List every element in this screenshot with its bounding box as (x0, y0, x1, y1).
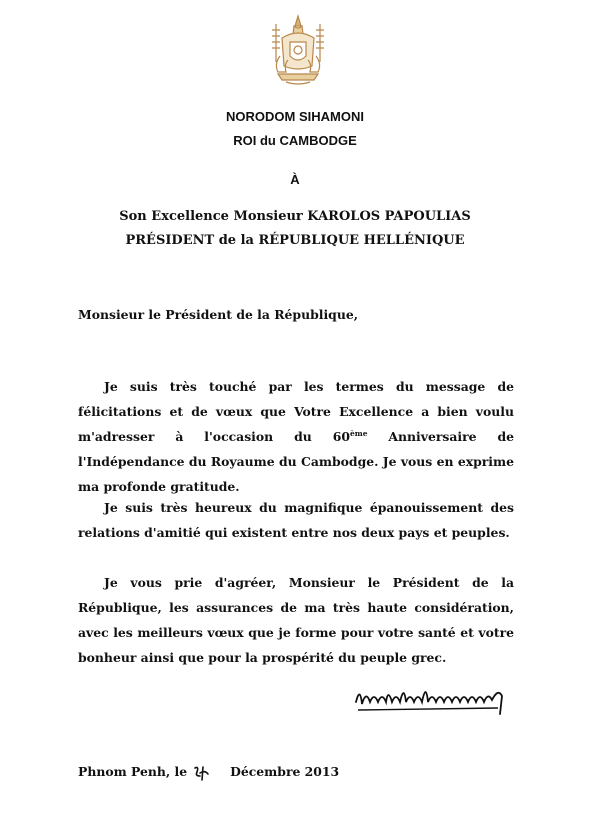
footer-place: Phnom Penh, le (78, 764, 188, 779)
recipient-name: Son Excellence Monsieur KAROLOS PAPOULIAS (119, 209, 471, 224)
paragraph-1-part-a: Je suis très touché par les termes du message de félicitations et de vœux que Votre Excellence a bien voulu m'adresser à l'occasion du 60 (78, 379, 514, 444)
footer-month-year: Décembre 2013 (230, 764, 340, 779)
ordinal-suffix: ème (349, 428, 368, 438)
paragraph-1 (78, 374, 514, 499)
paragraph-2-text: Je suis très heureux du magnifique épanouissement des relations d'amitié qui existent entre nos deux pays et peuples. (78, 500, 514, 540)
paragraph-3 (78, 570, 514, 670)
paragraph-3-text: Je vous prie d'agréer, Monsieur le Président de la République, les assurances de ma très haute considération, avec les meilleurs vœux que je forme pour votre santé et votre bonheur ainsi que pour la prospérité du peuple grec. (78, 575, 514, 665)
sender-title: ROI du CAMBODGE (233, 133, 357, 148)
handwritten-day-icon (191, 764, 213, 782)
to-word: À (290, 172, 300, 187)
footer-date-line (78, 763, 378, 782)
paragraph-1-part-b: Anniversaire de l'Indépendance du Royaume du Cambodge. Je vous en exprime ma profonde gratitude. (78, 429, 514, 494)
salutation: Monsieur le Président de la République, (78, 307, 359, 322)
royal-emblem-icon (268, 14, 328, 88)
sender-name: NORODOM SIHAMONI (226, 109, 364, 124)
recipient-title: PRÉSIDENT de la RÉPUBLIQUE HELLÉNIQUE (125, 233, 465, 248)
signature-icon (352, 678, 512, 718)
paragraph-2 (78, 495, 514, 545)
